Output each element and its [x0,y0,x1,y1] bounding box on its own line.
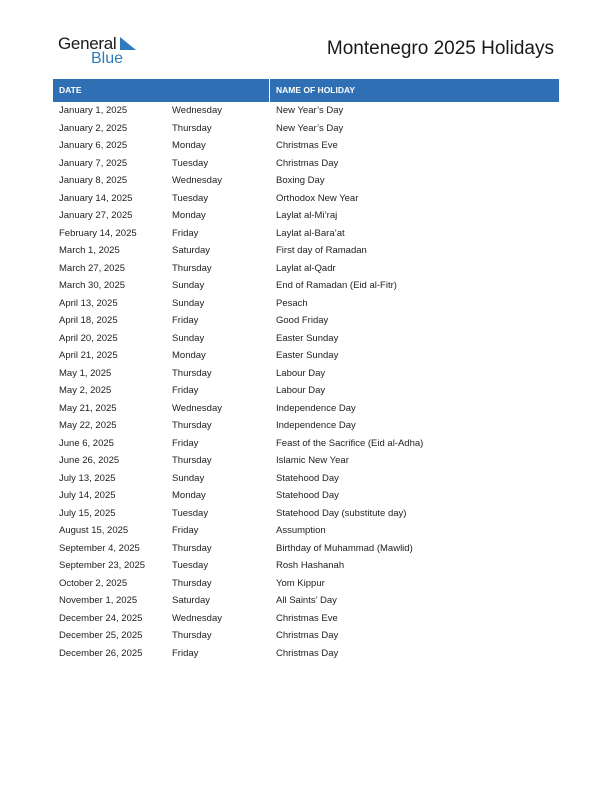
table-row [53,400,559,418]
column-header-holiday: NAME OF HOLIDAY [276,85,356,95]
holiday-name-cell: Feast of the Sacrifice (Eid al-Adha) [276,437,424,449]
logo-text-general: General [58,34,117,53]
holiday-table [53,79,559,662]
weekday-cell: Tuesday [172,507,209,519]
table-row [53,207,559,225]
holiday-name-cell: Christmas Eve [276,612,338,624]
holiday-name-cell: Birthday of Muhammad (Mawlid) [276,542,413,554]
date-cell: January 14, 2025 [59,192,133,204]
column-header-date: DATE [59,85,82,95]
holiday-name-cell: Pesach [276,297,308,309]
date-cell: June 26, 2025 [59,455,120,466]
weekday-cell: Monday [172,210,206,221]
date-cell: January 2, 2025 [59,122,128,134]
weekday-cell: Thursday [172,542,212,554]
table-row [53,557,559,575]
table-row [53,435,559,453]
weekday-cell: Thursday [172,262,212,274]
holiday-name-cell: Christmas Day [276,157,339,169]
weekday-cell: Saturday [172,595,211,606]
holiday-name-cell: New Year’s Day [276,105,344,116]
date-cell: March 30, 2025 [59,280,126,291]
date-cell: September 23, 2025 [59,560,146,571]
table-row [53,102,559,120]
weekday-cell: Sunday [172,472,205,484]
weekday-cell: Friday [172,385,199,396]
table-row [53,242,559,260]
holiday-name-cell: Laylat al-Qadr [276,262,336,274]
date-cell: January 1, 2025 [59,105,128,116]
weekday-cell: Friday [172,437,199,449]
weekday-cell: Sunday [172,332,205,344]
date-cell: April 21, 2025 [59,350,118,361]
weekday-cell: Saturday [172,245,211,256]
holiday-name-cell: Easter Sunday [276,350,339,361]
holiday-name-cell: Boxing Day [276,175,325,186]
holiday-name-cell: Easter Sunday [276,332,339,344]
date-cell: January 6, 2025 [59,140,128,151]
date-cell: May 1, 2025 [59,367,112,379]
table-row [53,260,559,278]
holiday-name-cell: Independence Day [276,402,356,414]
table-row [53,120,559,138]
table-row [53,137,559,155]
table-row [53,645,559,663]
logo-triangle-icon [120,37,136,50]
date-cell: February 14, 2025 [59,227,137,239]
weekday-cell: Thursday [172,420,212,431]
holiday-name-cell: Statehood Day [276,472,339,484]
table-row [53,330,559,348]
header-divider [269,79,270,102]
weekday-cell: Friday [172,227,199,239]
holiday-name-cell: Islamic New Year [276,455,349,466]
table-row [53,627,559,645]
table-row [53,540,559,558]
holiday-name-cell: Laylat al-Mi’raj [276,210,338,221]
weekday-cell: Tuesday [172,157,209,169]
table-row [53,172,559,190]
holiday-name-cell: Assumption [276,525,326,536]
date-cell: June 6, 2025 [59,437,114,449]
weekday-cell: Friday [172,525,199,536]
table-row [53,470,559,488]
holiday-name-cell: Statehood Day [276,490,339,501]
weekday-cell: Thursday [172,455,212,466]
table-row [53,382,559,400]
weekday-cell: Friday [172,315,199,326]
date-cell: July 14, 2025 [59,490,116,501]
date-cell: March 27, 2025 [59,262,126,274]
weekday-cell: Friday [172,647,199,659]
date-cell: January 27, 2025 [59,210,133,221]
date-cell: May 22, 2025 [59,420,117,431]
date-cell: May 21, 2025 [59,402,117,414]
holiday-name-cell: Christmas Day [276,630,339,641]
table-row [53,365,559,383]
table-row [53,487,559,505]
table-row [53,347,559,365]
date-cell: January 8, 2025 [59,175,128,186]
holiday-name-cell: Orthodox New Year [276,192,359,204]
date-cell: December 24, 2025 [59,612,143,624]
weekday-cell: Wednesday [172,612,222,624]
date-cell: March 1, 2025 [59,245,120,256]
holiday-name-cell: Independence Day [276,420,356,431]
date-cell: December 25, 2025 [59,630,143,641]
date-cell: July 13, 2025 [59,472,116,484]
table-row [53,522,559,540]
table-row [53,417,559,435]
holiday-name-cell: Yom Kippur [276,577,325,589]
holiday-name-cell: First day of Ramadan [276,245,367,256]
date-cell: April 20, 2025 [59,332,118,344]
table-row [53,452,559,470]
holiday-name-cell: Christmas Day [276,647,339,659]
weekday-cell: Wednesday [172,105,222,116]
weekday-cell: Tuesday [172,192,209,204]
date-cell: September 4, 2025 [59,542,140,554]
holiday-name-cell: Statehood Day (substitute day) [276,507,407,519]
date-cell: May 2, 2025 [59,385,112,396]
table-row [53,277,559,295]
weekday-cell: Sunday [172,297,205,309]
table-row [53,312,559,330]
logo-text-blue: Blue [91,50,124,67]
weekday-cell: Tuesday [172,560,209,571]
holiday-name-cell: Labour Day [276,385,326,396]
table-row [53,505,559,523]
table-row [53,225,559,243]
date-cell: December 26, 2025 [59,647,143,659]
weekday-cell: Thursday [172,122,212,134]
weekday-cell: Thursday [172,367,212,379]
date-cell: October 2, 2025 [59,577,128,589]
holiday-name-cell: New Year’s Day [276,122,344,134]
date-cell: July 15, 2025 [59,507,116,519]
table-row [53,155,559,173]
date-cell: April 13, 2025 [59,297,118,309]
table-row [53,610,559,628]
weekday-cell: Thursday [172,630,212,641]
date-cell: April 18, 2025 [59,315,118,326]
holiday-name-cell: All Saints’ Day [276,595,337,606]
weekday-cell: Monday [172,490,206,501]
page-title: Montenegro 2025 Holidays [326,38,554,59]
holiday-name-cell: Rosh Hashanah [276,560,345,571]
weekday-cell: Sunday [172,280,205,291]
table-row [53,592,559,610]
weekday-cell: Monday [172,350,206,361]
table-body [53,102,559,662]
holiday-name-cell: Christmas Eve [276,140,338,151]
weekday-cell: Wednesday [172,402,222,414]
weekday-cell: Thursday [172,577,212,589]
date-cell: November 1, 2025 [59,595,138,606]
weekday-cell: Wednesday [172,175,222,186]
holiday-name-cell: Labour Day [276,367,326,379]
holiday-name-cell: Laylat al-Bara’at [276,227,345,239]
holiday-name-cell: Good Friday [276,315,329,326]
table-header [53,79,559,102]
table-row [53,575,559,593]
generalblue-logo [58,34,148,68]
date-cell: January 7, 2025 [59,157,128,169]
table-row [53,295,559,313]
table-row [53,190,559,208]
weekday-cell: Monday [172,140,206,151]
date-cell: August 15, 2025 [59,525,129,536]
holiday-name-cell: End of Ramadan (Eid al-Fitr) [276,280,397,291]
